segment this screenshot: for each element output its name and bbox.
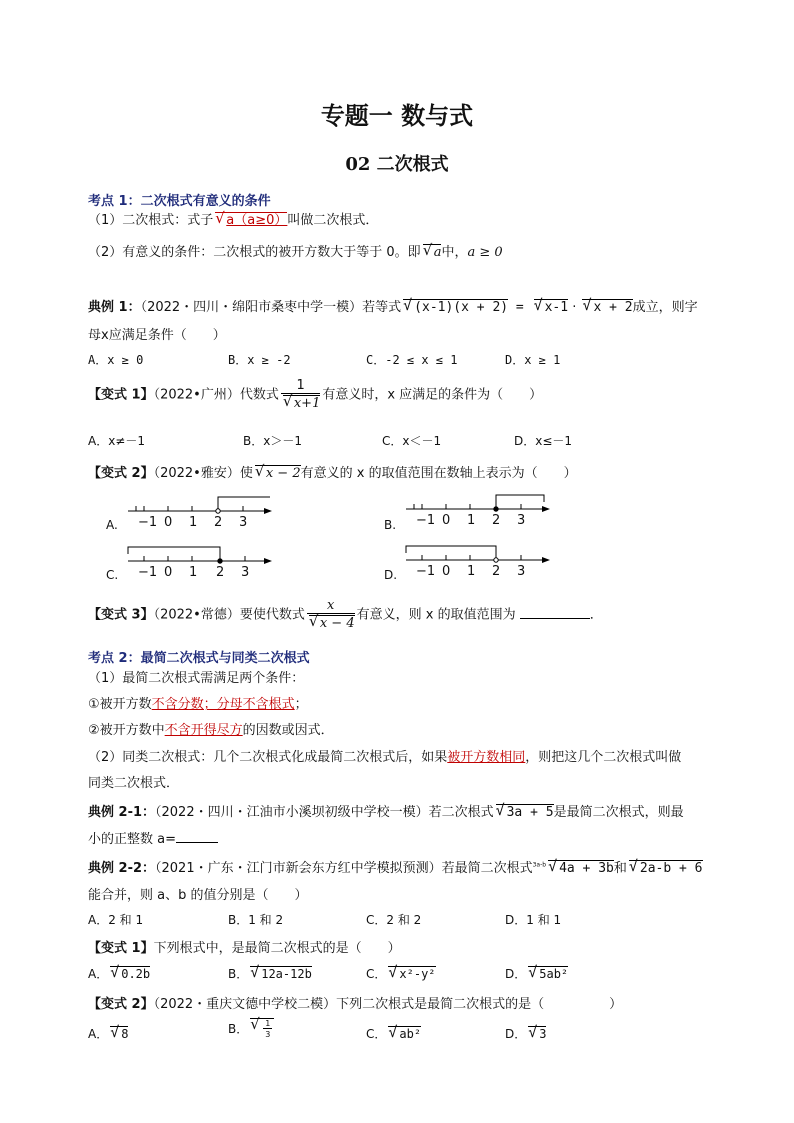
var22-radical-c: √ ab² [388,1026,421,1042]
var2-source: （2022•雅安）使 [153,466,253,481]
var2-option-b: B. [384,518,397,532]
kp2-line3-highlight: 不含开得尽方 [164,723,243,738]
ex22-option-d: D．1 和 1 [505,913,562,927]
var1-label: 【变式 1】 [88,387,154,403]
var3-tail: 有意义，则 x 的取值范围为 [356,607,516,623]
kp2-line2-text: ①被开方数 [88,697,152,712]
ex1-option-b: B．x ≥ -2 [228,353,291,367]
var2-label: 【变式 2】 [88,466,154,481]
kp2-line2 [88,693,308,712]
var21-option-a: A．√ 0.2b [88,965,150,982]
var1-option-a: A．x≠－1 [88,434,146,448]
tick-label: 1 [467,564,476,579]
kp2-line5: 同类二次根式． [88,776,180,791]
ex1-radical-3: √ x + 2 [582,299,632,315]
tick-label: 2 [214,515,223,530]
ex1-dot: · [568,300,581,315]
kp2-line3-text: ②被开方数中 [88,723,165,738]
var21-line [88,937,401,956]
var3-label: 【变式 3】 [88,607,154,623]
kp1-heading: 考点 1：二次根式有意义的条件 [88,194,271,209]
ex21-radical: √ 3a + 5 [496,804,554,820]
ex21-line1 [88,801,684,820]
ex22-index: 3a-b [532,861,547,869]
answer-blank [520,606,590,619]
var21-radical-a: √ 0.2b [110,966,150,982]
var3-source: （2022•常德）要使代数式 [153,607,305,623]
var22-radical-b: √ $\frac{1}{3}$ [250,1018,274,1039]
var2-line [88,462,577,481]
tick-label: 0 [442,513,451,528]
var2-option-d: D. [384,568,398,582]
ex22-line2: 能合并，则 a、b 的值分别是（ ） [88,888,308,903]
kp2-line4-text: （2）同类二次根式：几个二次根式化成最简二次根式后，如果 [88,750,448,765]
var1-numerator: 1 [281,378,321,394]
ex1-line1 [88,296,698,315]
var21-option-c: C．√ x²-y² [366,965,436,982]
var22-radical-d: √ 3 [528,1026,546,1042]
kp1-line2-condition: a ≥ 0 [467,245,503,260]
var22-option-a: A．√ 8 [88,1025,128,1042]
kp2-line3-tail: 的因数或因式． [242,723,334,738]
ex1-line2: 母x应满足条件（ ） [88,328,226,343]
tick-label: 1 [467,513,476,528]
var21-option-d: D．√ 5ab² [505,965,568,982]
kp2-line4-tail: ，则把这几个二次根式叫做 [525,750,682,765]
var22-radical-a: √ 8 [110,1026,128,1042]
number-line-b [402,492,552,528]
kp2-line1: （1）最简二次根式需满足两个条件： [88,671,305,686]
var1-tail: 有意义时，x 应满足的条件为（ ） [322,387,543,403]
var22-option-d: D．√ 3 [505,1025,546,1042]
var1-denominator-radical: √ x+1 [283,395,321,411]
ex1-option-a: A．x ≥ 0 [88,353,144,367]
answer-blank [176,830,218,843]
number-line-a [124,494,274,530]
var3-fraction [307,598,355,632]
tick-label: 3 [239,515,248,530]
var2-option-c: C. [106,568,119,582]
var21-radical-c: √ x²-y² [388,966,435,982]
ex21-label: 典例 2-1： [88,805,156,820]
tick-label: −1 [138,565,158,580]
var22-label: 【变式 2】 [88,997,154,1012]
ex1-source: （2022・四川・绵阳市桑枣中学一模）若等式 [140,300,402,315]
var3-end: ． [589,607,603,623]
tick-label: 3 [517,564,526,579]
kp2-line2-highlight: 不含分数；分母不含根式 [151,697,295,712]
var1-option-c: C．x＜－1 [382,434,442,448]
ticks-a [136,506,243,511]
tick-label: −1 [416,564,436,579]
var2-option-a: A. [106,518,118,532]
page-subtitle: 02 二次根式 [345,154,449,175]
kp2-line4 [88,746,681,765]
ex21-source: （2022・四川・江油市小溪坝初级中学校一模）若二次根式 [155,805,494,820]
ex1-option-c: C．-2 ≤ x ≤ 1 [366,353,458,367]
ex22-and: 和 [613,861,627,876]
tick-label: 1 [189,515,198,530]
kp1-line2 [88,241,503,260]
var1-source: （2022•广州）代数式 [153,387,279,403]
ex21-line2-text: 小的正整数 a= [88,832,176,847]
tick-label: 0 [164,565,173,580]
tick-label: 2 [216,565,225,580]
var22-option-c: C．√ ab² [366,1025,421,1042]
var21-option-b: B．√ 12a-12b [228,965,312,982]
kp1-line2-text: （2）有意义的条件：二次根式的被开方数大于等于 0。即 [88,245,421,260]
var21-label: 【变式 1】 [88,941,154,956]
ex1-equals: = [508,300,532,315]
ex22-radical-1: √ 4a + 3b [548,860,614,876]
var1-option-d: D．x≤－1 [514,434,573,448]
ex22-source: （2021・广东・江门市新会东方红中学模拟预测）若最简二次根式 [155,861,533,876]
ex22-label: 典例 2-2： [88,861,156,876]
tick-label: 1 [189,565,198,580]
ex22-radical-2: √ 2a-b + 6 [629,860,703,876]
var21-radical-b: √ 12a-12b [250,966,312,982]
tick-label: 3 [517,513,526,528]
kp1-line1-text: （1）二次根式：式子 [88,213,214,228]
var2-tail: 有意义的 x 的取值范围在数轴上表示为（ ） [300,466,577,481]
ex1-label: 典例 1： [88,300,141,315]
var3-denominator-radical: √ x − 4 [309,615,355,631]
ex22-option-a: A．2 和 1 [88,913,144,927]
tick-label: 0 [164,515,173,530]
tick-label: 2 [492,564,501,579]
sqrt-a-radical: √ a（a≥0） [215,212,287,228]
var1-option-b: B．x＞－1 [243,434,302,448]
ex1-radical-2: √ x-1 [534,299,568,315]
kp2-line2-tail: ； [294,697,308,712]
ex1-tail: 成立，则字 [632,300,698,315]
ex21-tail: 是最简二次根式，则最 [553,805,684,820]
number-line-d [402,543,552,579]
ex22-option-b: B．1 和 2 [228,913,284,927]
var1-line [88,378,542,412]
ex1-radical-1: √ (x-1)(x + 2) [403,299,508,315]
var22-text: （2022・重庆文德中学校二模）下列二次根式是最简二次根式的是（ ） [153,997,623,1012]
ex22-line1 [88,857,703,876]
tick-label: −1 [416,513,436,528]
number-line-c [124,544,274,580]
ex1-option-d: D．x ≥ 1 [505,353,561,367]
kp2-heading: 考点 2：最简二次根式与同类二次根式 [88,651,310,666]
var2-radical: √ x − 2 [255,465,301,481]
ex22-option-c: C．2 和 2 [366,913,422,927]
var22-option-b: B． √ $\frac{1}{3}$ [228,1018,274,1039]
tick-label: 3 [241,565,250,580]
var22-line [88,993,622,1012]
var21-text: 下列根式中，是最简二次根式的是（ ） [153,941,401,956]
kp1-line1 [88,209,378,228]
var1-fraction [281,378,321,412]
kp2-line3 [88,719,334,738]
tick-label: −1 [138,515,158,530]
kp2-line4-highlight: 被开方数相同 [447,750,526,765]
page-title: 专题一 数与式 [320,101,474,130]
sqrt-a-radical-2: √ a [423,244,442,260]
var3-line [88,598,603,632]
kp1-line2-mid: 中， [441,245,468,260]
kp1-line1-tail: 叫做二次根式． [287,213,379,228]
ex21-line2 [88,828,218,847]
var21-radical-d: √ 5ab² [528,966,568,982]
tick-label: 0 [442,564,451,579]
tick-label: 2 [492,513,501,528]
var3-numerator: x [307,598,355,614]
